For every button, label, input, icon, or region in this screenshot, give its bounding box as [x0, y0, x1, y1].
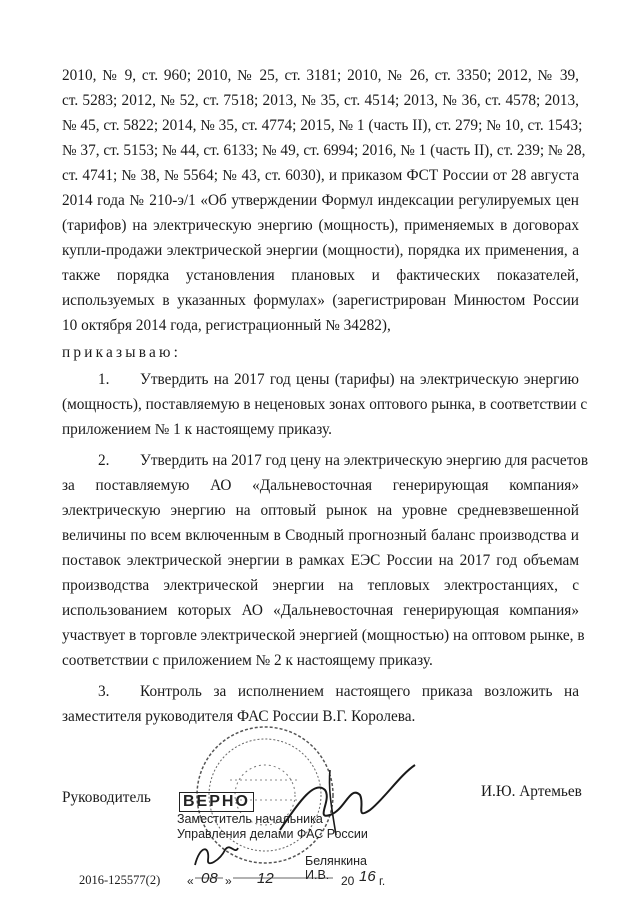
item-2-line: использованием которых АО «Дальневосточная генерирующая компания»	[62, 602, 579, 619]
item-1-number: 1.	[98, 371, 110, 388]
document-registration-number: 2016-125577(2)	[79, 873, 161, 887]
stamp-department-line: Управления делами ФАС России	[177, 827, 368, 841]
stamp-date-year-mark: г.	[379, 874, 386, 888]
item-2-line: соответствии с приложением № 2 к настоящему приказу.	[62, 652, 433, 669]
stamp-date-quote-open: «	[187, 874, 194, 888]
item-2-first-line	[62, 451, 589, 471]
stamp-title: ВЕРНО	[179, 792, 254, 812]
body-line: также порядка установления плановых и фактических показателей,	[62, 267, 579, 284]
item-2-line: поставок электрической энергии в рамках ЕЭС России на 2017 год объемам	[62, 552, 579, 569]
body-line: № 45, ст. 5822; 2014, № 35, ст. 4774; 2015, № 1 (часть II), ст. 279; № 10, ст. 1543;	[62, 117, 583, 134]
initials-signature	[190, 840, 240, 870]
body-line: ст. 4741; № 38, № 5564; № 43, ст. 6030), и приказом ФСТ России от 28 августа	[62, 167, 579, 184]
item-1-first-line	[62, 370, 579, 390]
body-line: 2014 года № 210-э/1 «Об утверждении Формул индексации регулируемых цен	[62, 192, 579, 209]
body-line: 10 октября 2014 года, регистрационный № 34282),	[62, 317, 391, 334]
item-2-number: 2.	[98, 452, 110, 469]
stamp-date-year-prefix: 20	[341, 874, 355, 888]
stamp-position-line: Заместитель начальника	[177, 812, 323, 826]
signatory-position: Руководитель	[62, 789, 151, 806]
body-line: 2010, № 9, ст. 960; 2010, № 25, ст. 3181; 2010, № 26, ст. 3350; 2012, № 39,	[62, 67, 579, 84]
body-line: (тарифов) на электрическую энергию (мощность), применяемых в договорах	[62, 217, 579, 234]
stamp-signer-name: Белянкина И.В.	[305, 854, 368, 882]
stamp-date-month: 12	[257, 870, 274, 887]
stamp-date-year-suffix: 16	[359, 868, 376, 885]
item-1-line: (мощность), поставляемую в неценовых зонах оптового рынка, в соответствии с	[62, 396, 588, 413]
item-3-first-line	[62, 682, 579, 702]
order-word: приказываю:	[62, 344, 182, 361]
item-2-line: величины по всем включенным в Сводный прогнозный баланс производства и	[62, 527, 579, 544]
stamp-date-underline	[183, 876, 383, 880]
item-3-number: 3.	[98, 683, 110, 700]
item-2-line: участвует в торговле электрической энергией (мощностью) на оптовом рынке, в	[62, 627, 585, 644]
item-2-text: Утвердить на 2017 год цену на электрическую энергию для расчетов	[140, 452, 589, 469]
body-line: купли-продажи электрической энергии (мощности), порядка их применения, а	[62, 242, 579, 259]
item-2-line: за поставляемую АО «Дальневосточная генерирующая компания»	[62, 477, 579, 494]
stamp-date-day: 08	[201, 870, 218, 887]
item-1-text: Утвердить на 2017 год цены (тарифы) на электрическую энергию	[140, 371, 579, 388]
signatory-name: И.Ю. Артемьев	[481, 783, 582, 800]
body-line: № 37, ст. 5153; № 44, ст. 6133; № 49, ст. 6994; 2016, № 1 (часть II), ст. 239; № 28,	[62, 142, 586, 159]
item-1-line: приложением № 1 к настоящему приказу.	[62, 421, 332, 438]
item-2-line: производства электрической энергии на тепловых электростанциях, с	[62, 577, 579, 594]
item-3-text: Контроль за исполнением настоящего приказа возложить на	[140, 683, 579, 700]
body-line: ст. 5283; 2012, № 52, ст. 7518; 2013, № 35, ст. 4514; 2013, № 36, ст. 4578; 2013,	[62, 92, 579, 109]
item-3-line: заместителя руководителя ФАС России В.Г. Королева.	[62, 708, 416, 725]
body-line: используемых в указанных формулах» (зарегистрирован Минюстом России	[62, 292, 579, 309]
stamp-date-quote-close: »	[225, 874, 232, 888]
item-2-line: электрическую энергию на оптовый рынок на уровне средневзвешенной	[62, 502, 579, 519]
